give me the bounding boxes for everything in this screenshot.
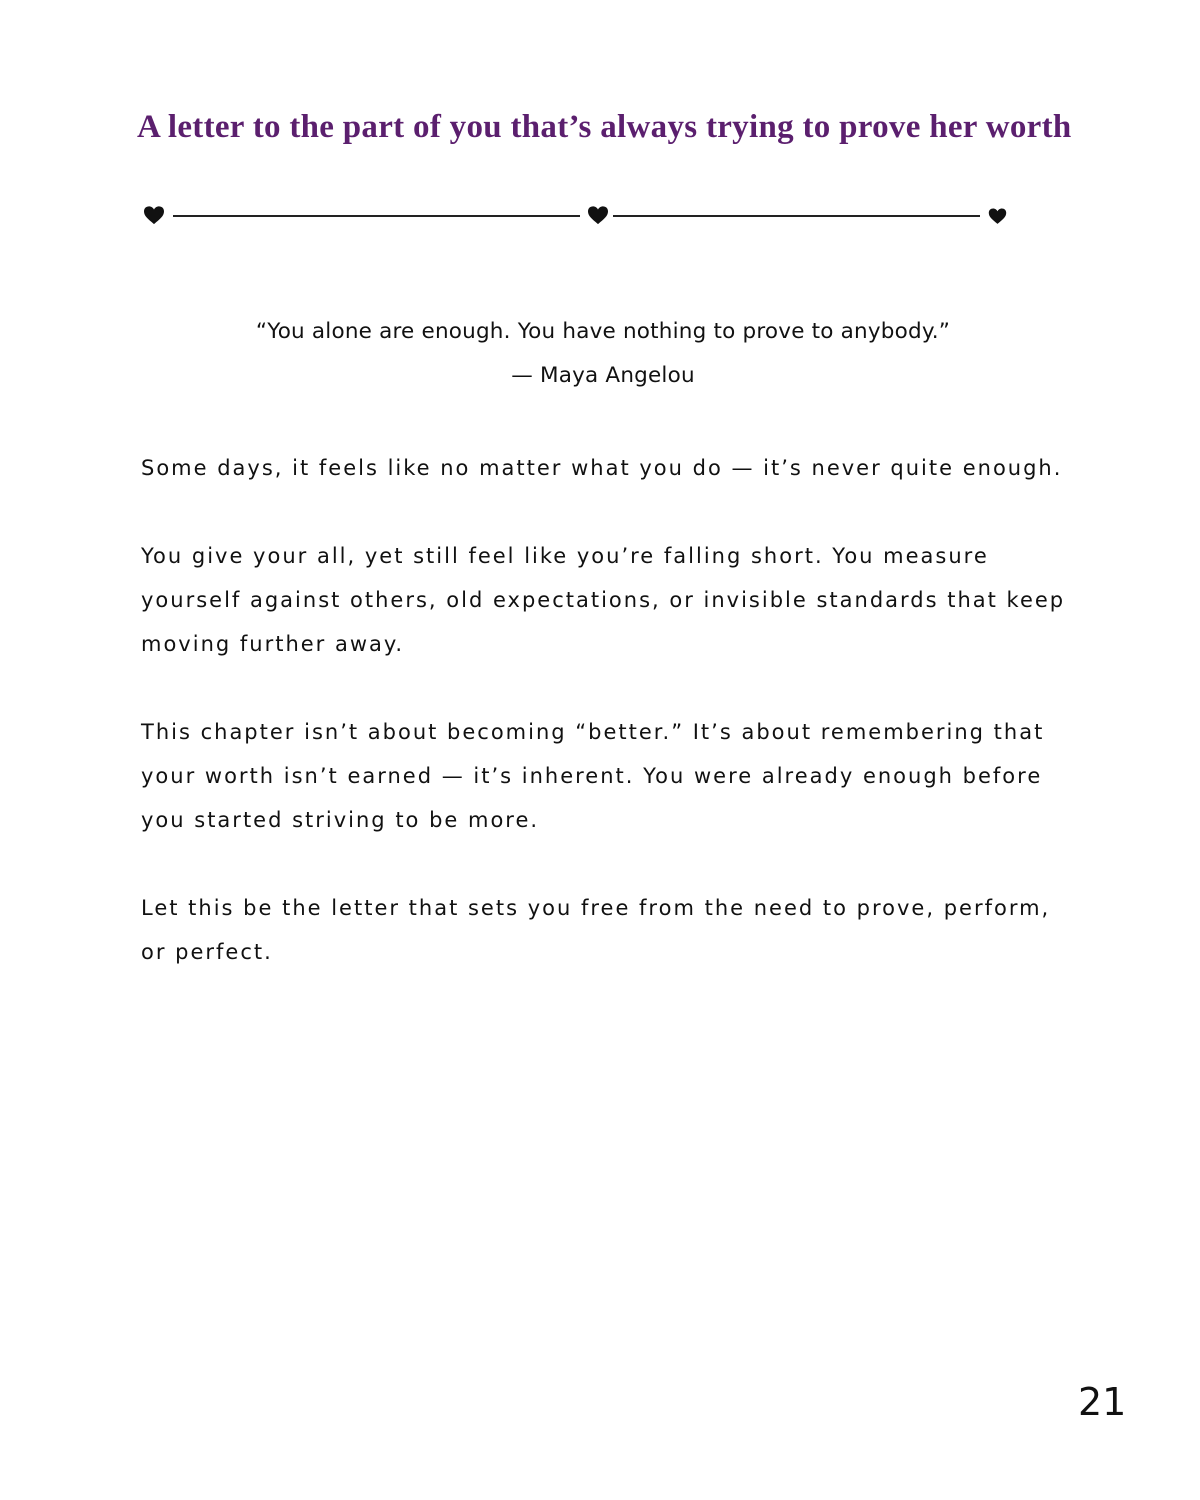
divider-line (173, 215, 580, 217)
paragraph: Let this be the letter that sets you free from the need to prove, perform, or perfect. (141, 896, 1051, 964)
body-text (141, 446, 1081, 1018)
paragraph: This chapter isn’t about becoming “better.” It’s about remembering that your worth isn’t earned — it’s inherent. You were already enough before you started striving to be more. (141, 720, 1045, 832)
heart-icon (587, 205, 609, 225)
quote-text: “You alone are enough. You have nothing to prove to anybody.” (255, 319, 951, 344)
heart-icon (988, 207, 1007, 225)
paragraph: You give your all, yet still feel like you’re falling short. You measure yourself against others, old expectations, or invisible standards that keep moving further away. (141, 544, 1066, 656)
heart-divider (143, 203, 1013, 227)
page-number: 21 (1078, 1380, 1127, 1424)
divider-line (613, 215, 980, 217)
quote-attribution: — Maya Angelou (511, 363, 695, 388)
paragraph: Some days, it feels like no matter what you do — it’s never quite enough. (141, 456, 1063, 480)
heart-icon (143, 205, 165, 225)
epigraph-quote (0, 310, 1200, 398)
page-title: A letter to the part of you that’s always trying to prove her worth (137, 109, 1072, 145)
